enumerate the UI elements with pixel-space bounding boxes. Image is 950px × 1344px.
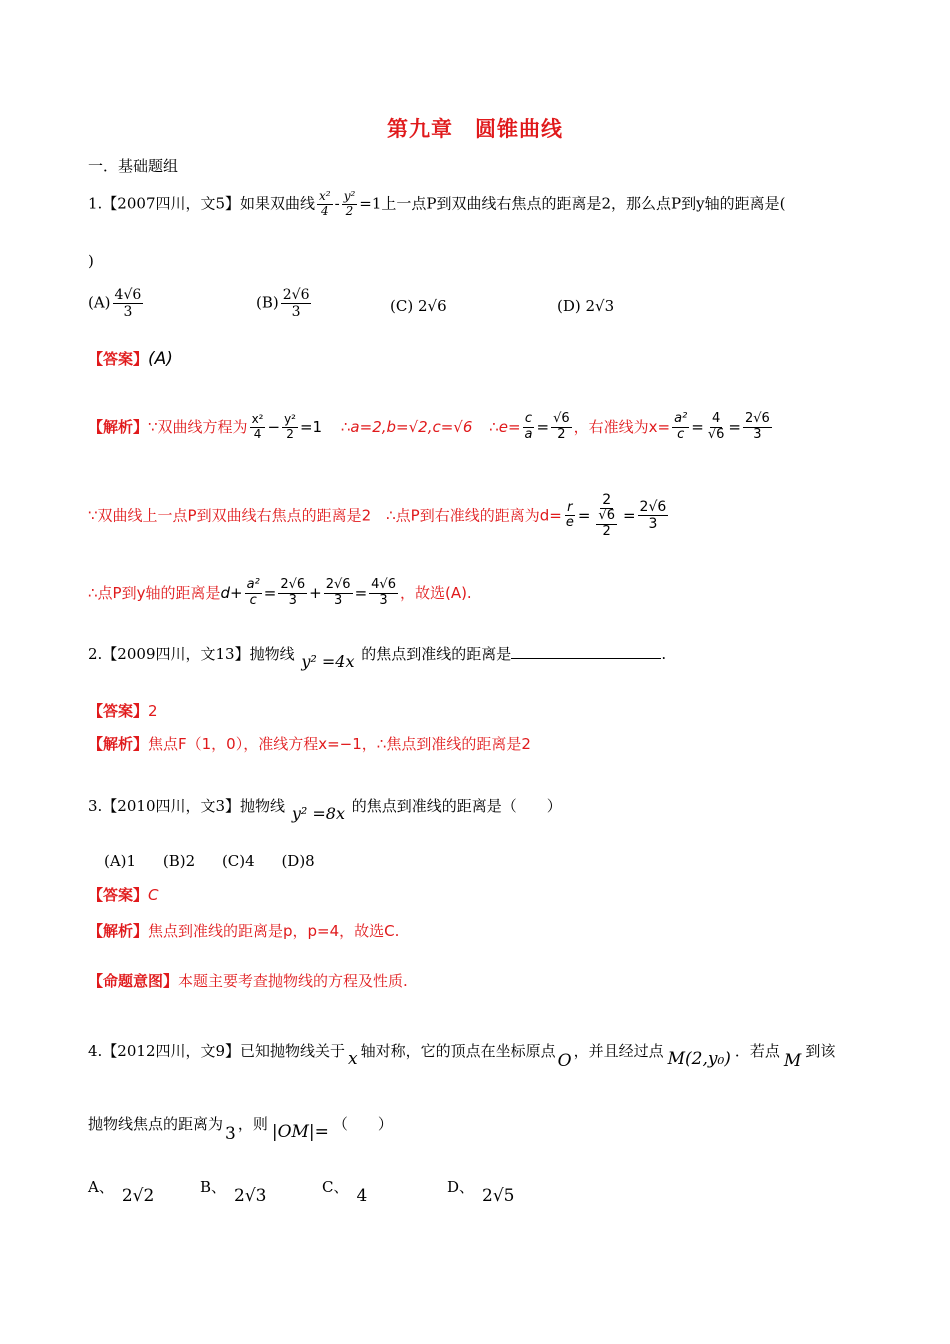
q4-option-a: A、 2√2 (88, 1178, 155, 1206)
q2-analysis: 【解析】焦点F（1，0），准线方程x=−1，∴焦点到准线的距离是2 (88, 735, 531, 753)
q3-option-b: (B)2 (162, 852, 196, 870)
q1-frac-y: $\frac{\text{y²}}{2}$ (343, 189, 356, 218)
q3-analysis: 【解析】焦点到准线的距离是p，p=4，故选C. (88, 922, 400, 940)
q3-intent: 【命题意图】本题主要考查抛物线的方程及性质. (88, 972, 408, 990)
q4-option-d: D、 2√5 (447, 1178, 515, 1206)
q1-analysis-line2: ∵双曲线上一点P到双曲线右焦点的距离是2 ∴点P到右准线的距离为d= $\frac{r}{e}$ = $\frac{2}{\frac{√6}{2}}$ = $\frac{2√6}{3}$ (88, 492, 667, 540)
q3-option-a: (A)1 (104, 852, 137, 870)
q1-option-c: (C) 2√6 (390, 297, 447, 315)
q2-stem: 2.【2009四川，文13】抛物线 y² =4x 的焦点到准线的距离是 . (88, 645, 667, 671)
q2-equation: y² =4x (301, 652, 355, 671)
q1-option-b: (B) $\frac{2√6}{3}$ (256, 287, 310, 321)
q1-head: 1.【2007四川，文5】如果双曲线 (88, 194, 316, 213)
q2-answer: 【答案】2 (88, 702, 158, 720)
q1-option-a: (A) $\frac{4√6}{3}$ (88, 287, 142, 321)
q3-stem: 3.【2010四川，文3】抛物线 y² =8x 的焦点到准线的距离是（ ） (88, 797, 562, 823)
q3-option-c: (C)4 (221, 852, 255, 870)
q4-option-c: C、 4 (322, 1178, 368, 1206)
q3-equation: y² =8x (291, 804, 345, 823)
chapter-title: 第九章 圆锥曲线 (387, 117, 563, 141)
q1-analysis-line3: ∴点P到y轴的距离是d+ $\frac{\text{a²}}{c}$ = $\frac{2√6}{3}$ + $\frac{2√6}{3}$ = $\frac{4√6}{3}$ ，故选(A). (88, 577, 472, 608)
section-heading: 一．基础题组 (88, 157, 179, 175)
q1-frac-x: $\frac{\text{x²}}{4}$ (319, 189, 331, 218)
q3-answer: 【答案】C (88, 886, 159, 904)
q1-answer: 【答案】(A) (88, 349, 173, 369)
q3-options (104, 852, 315, 870)
q4-stem-line1: 4.【2012四川，文9】已知抛物线关于 x 轴对称，它的顶点在坐标原点 O ，并且经过点 M(2,y₀) ．若点 M 到该 (88, 1042, 836, 1071)
q1-stem: 1.【2007四川，文5】如果双曲线 $\frac{\text{x²}}{4}$ - $\frac{\text{y²}}{2}$ =1上一点P到双曲线右焦点的距离是2，那么点P到y轴的距离是( (88, 189, 786, 218)
q1-tail: 上一点P到双曲线右焦点的距离是2，那么点P到y轴的距离是( (381, 194, 786, 213)
q3-option-d: (D)8 (281, 852, 315, 870)
q2-answer-blank[interactable] (511, 644, 661, 659)
q1-analysis-line1: 【解析】∵双曲线方程为 $\frac{\text{x²}}{4}$ − $\frac{\text{y²}}{2}$ =1 ∴a=2,b=√2,c=√6 ∴e= $\frac{c}{a}$ = $\frac{√6}{2}$ ，右准线为x= $\frac{\text{a²}}{c}$ = $\frac{4}{√6}$ = $\frac{2√6}{3}$ (88, 411, 770, 442)
q4-option-b: B、 2√3 (200, 1178, 267, 1206)
q1-option-d: (D) 2√3 (557, 297, 615, 315)
q1-close-paren: ) (88, 252, 94, 270)
q4-stem-line2: 抛物线焦点的距离为 3 ，则 |OM|= （ ） (88, 1115, 393, 1144)
